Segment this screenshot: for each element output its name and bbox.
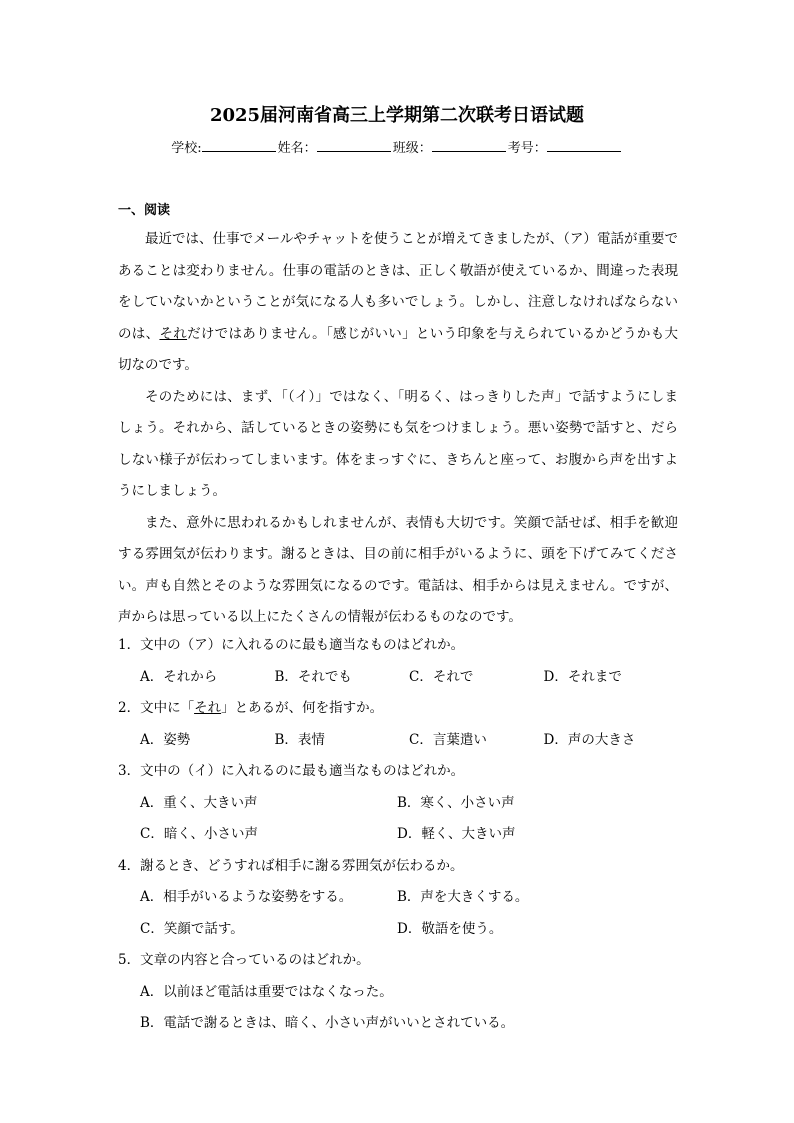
school-blank [202,138,276,152]
underlined-sore: それ [159,325,188,342]
question-5-option-b: B．電話で謝るときは、暗く、小さい声がいいとされている。 [140,1015,515,1031]
exam-title: 2025届河南省高三上学期第二次联考日语试题 [209,105,585,126]
question-2-option-c: C．言葉遣い [409,731,487,748]
question-3-option-a: A．重く、大きい声 [140,794,258,811]
class-blank [432,138,506,152]
paragraph-1-text-a: 最近では、仕事でメールやチャットを使うことが増えてきましたが、（ア）電話が重要であることは変わりません。仕事の電話のときは、正しく敬語が使えているか、間違った表現をしていないかということが気になる人も多いでしょう。しかし、注意しなければならないのは、 [118,231,678,342]
question-5 [118,945,678,1040]
question-4 [118,851,678,946]
question-1-option-b: B．それでも [274,668,352,685]
question-3-options-row-2 [118,819,678,851]
question-3 [118,756,678,851]
question-1-option-c: C．それで [409,668,474,685]
question-2-option-d: D．声の大きさ [543,731,636,748]
reading-passage [118,224,678,634]
name-label: 姓名： [277,141,317,156]
class-label: 班级： [392,141,432,156]
question-2-stem-b: 」とあるが、何を指すか。 [221,700,384,716]
question-4-option-d: D．敬語を使う。 [397,920,503,937]
question-3-options-row-1 [118,788,678,820]
question-list [118,630,678,1040]
question-2-stem [118,693,678,725]
passage-paragraph-3: また、意外に思われるかもしれませんが、表情も大切です。笑顔で話せば、相手を歓迎する雰囲気が伝わります。謝るときは、目の前に相手がいるように、頭を下げてみてください。声も自然とそのような雰囲気になるのです。電話は、相手からは見えません。ですが、声からは思っている以上にたくさんの情報が伝わるものなのです。 [118,514,678,625]
question-1-stem: 1．文中の（ア）に入れるのに最も適当なものはどれか。 [118,637,465,653]
question-1-option-d: D．それまで [543,668,622,685]
question-1-options [118,662,678,694]
number-label: 考号： [507,141,547,156]
question-4-option-b: B．声を大きくする。 [397,889,529,905]
question-4-options-row-1 [118,882,678,914]
number-blank [547,138,621,152]
question-3-option-c: C．暗く、小さい声 [140,826,259,842]
question-2-underlined-sore: それ [194,700,222,716]
question-2-option-a: A．姿勢 [140,731,191,748]
question-1-option-a: A．それから [140,668,218,685]
question-5-stem: 5．文章の内容と合っているのはどれか。 [118,952,370,968]
question-3-stem: 3．文中の（イ）に入れるのに最も適当なものはどれか。 [118,763,465,779]
question-1 [118,630,678,693]
question-5-options-row-2 [118,1008,678,1040]
name-blank [317,138,391,152]
question-2-option-b: B．表情 [274,731,325,748]
question-2-stem-a: 2．文中に「 [118,700,195,716]
question-2 [118,693,678,756]
question-3-option-b: B．寒く、小さい声 [397,794,515,811]
question-4-option-a: A．相手がいるような姿勢をする。 [140,889,353,905]
question-4-options-row-2 [118,914,678,946]
student-info-line [0,138,794,158]
question-5-options-row-1 [118,977,678,1009]
question-4-option-c: C．笑顔で話す。 [140,920,244,937]
question-4-stem: 4．謝るとき、どうすれば相手に謝る雰囲気が伝わるか。 [118,857,464,874]
question-5-option-a: A．以前ほど電話は重要ではなくなった。 [140,983,393,1000]
school-label: 学校: [171,141,202,156]
question-3-option-d: D．軽く、大きい声 [397,826,516,842]
paragraph-1-text-b: だけではありません。「感じがいい」という印象を与えられているかどうかも大切なのです。 [118,325,679,373]
passage-paragraph-2: そのためには、まず、「（イ）」ではなく、「明るく、はっきりした声」で話すようにしましょう。それから、話しているときの姿勢にも気をつけましょう。悪い姿勢で話すと、だらしない様子が伝わってしまいます。体をまっすぐに、きちんと座って、お腹から声を出すようにしましょう。 [118,388,678,499]
section-heading: 一、阅读 [118,203,171,218]
passage-paragraph-1 [118,224,678,382]
question-2-options [118,725,678,757]
